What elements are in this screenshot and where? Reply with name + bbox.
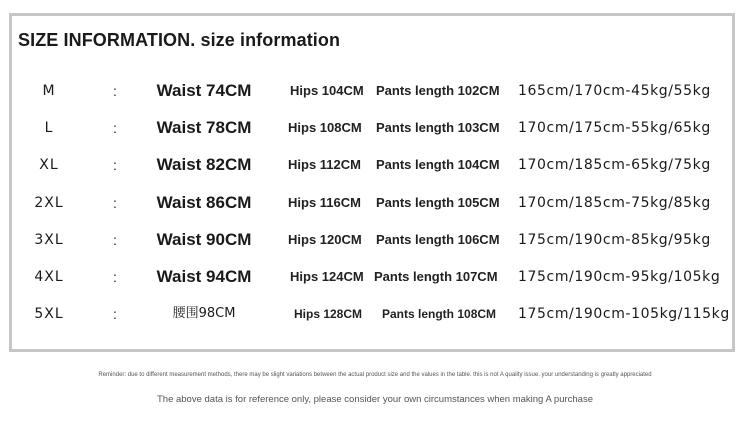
size-label: 2XL [34,195,64,211]
waist-value: Waist 82CM [156,155,252,174]
hips-value: Hips 128CM [294,307,363,321]
size-label: 5XL [34,306,64,322]
size-row [12,76,732,106]
height-weight-range: 170cm/185cm-65kg/75kg [518,157,711,173]
height-weight-range: 170cm/185cm-75kg/85kg [518,195,711,211]
hips-value: Hips 124CM [290,269,364,284]
reference-note: The above data is for reference only, please consider your own circumstances when making A purchase [156,394,593,405]
size-chart-panel [9,13,735,352]
waist-value: Waist 90CM [156,230,252,249]
size-row [12,262,732,292]
size-label: XL [39,157,59,173]
pants-length-value: Pants length 103CM [376,120,500,135]
size-row [12,188,732,218]
size-label: L [44,120,54,136]
separator: : [113,120,117,136]
reminder-text: Reminder: due to different measurement methods, there may be slight variations between the actual product size and the values in the table. this is not A quality issue. your understanding is greatly appreciated [98,372,652,378]
pants-length-value: Pants length 104CM [376,157,500,172]
pants-length-value: Pants length 108CM [382,307,497,321]
size-label: M [42,83,56,99]
size-label: 4XL [34,269,64,285]
height-weight-range: 175cm/190cm-95kg/105kg [518,269,721,285]
size-row [12,225,732,255]
height-weight-range: 165cm/170cm-45kg/55kg [518,83,711,99]
pants-length-value: Pants length 105CM [376,195,500,210]
waist-value: Waist 74CM [156,81,252,100]
size-label: 3XL [34,232,64,248]
height-weight-range: 170cm/175cm-55kg/65kg [518,120,711,136]
pants-length-value: Pants length 106CM [376,232,500,247]
separator: : [113,157,117,173]
height-weight-range: 175cm/190cm-105kg/115kg [518,306,730,322]
separator: : [113,269,117,285]
separator: : [113,306,117,322]
waist-value: Waist 94CM [156,267,252,286]
separator: : [113,83,117,99]
hips-value: Hips 112CM [288,157,361,172]
hips-value: Hips 116CM [288,195,361,210]
separator: : [113,232,117,248]
waist-value: Waist 86CM [156,193,252,212]
pants-length-value: Pants length 102CM [376,83,500,98]
hips-value: Hips 104CM [290,83,364,98]
separator: : [113,195,117,211]
hips-value: Hips 108CM [288,120,362,135]
size-row [12,150,732,180]
waist-value: Waist 78CM [156,118,252,137]
size-chart-title: SIZE INFORMATION. size information [18,30,341,50]
size-row [12,113,732,143]
size-row [12,299,732,329]
waist-value: 腰围98CM [172,306,236,321]
height-weight-range: 175cm/190cm-85kg/95kg [518,232,711,248]
pants-length-value: Pants length 107CM [374,269,498,284]
hips-value: Hips 120CM [288,232,362,247]
